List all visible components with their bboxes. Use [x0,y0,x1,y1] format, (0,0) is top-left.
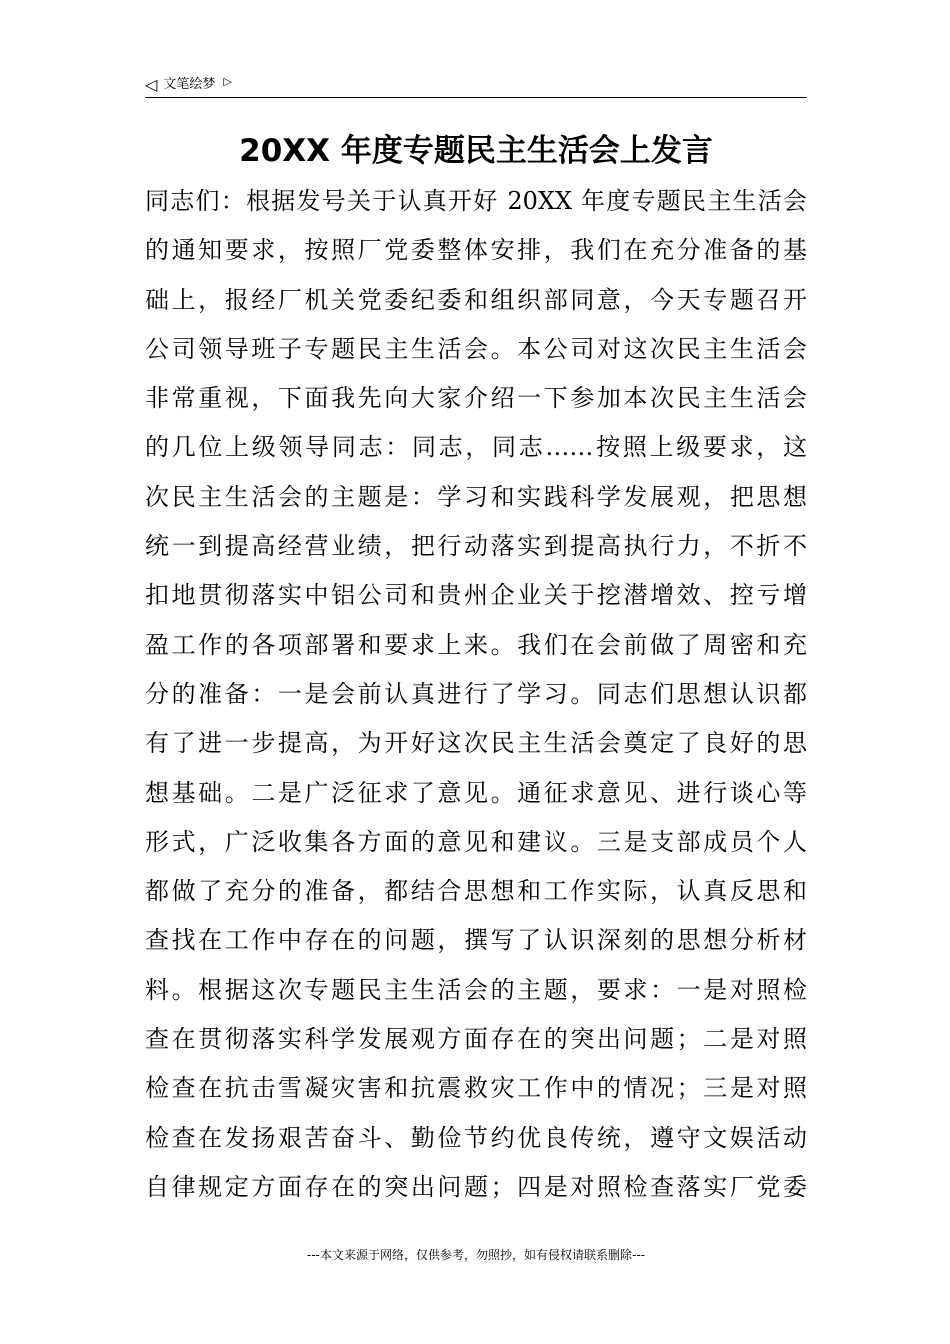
body-line: 形式，广泛收集各方面的意见和建议。三是支部成员个人 [145,827,807,856]
body-line: 础上，报经厂机关党委纪委和组织部同意，今天专题召开 [145,285,807,314]
body-line: 公司领导班子专题民主生活会。本公司对这次民主生活会 [145,334,807,363]
body-line: 检查在发扬艰苦奋斗、勤俭节约优良传统，遵守文娱活动 [145,1123,807,1152]
triangle-right-icon: ▷ [223,75,232,88]
header-brand: 文笔绘梦 [163,77,216,92]
body-line: 都做了充分的准备，都结合思想和工作实际，认真反思和 [145,877,807,906]
body-line: 自律规定方面存在的突出问题；四是对照检查落实厂党委 [145,1172,807,1201]
body-line: 盈工作的各项部署和要求上来。我们在会前做了周密和充 [145,630,807,659]
document-title: 20XX 年度专题民主生活会上发言 [239,133,713,169]
body-line: 扣地贯彻落实中铝公司和贵州企业关于挖潜增效、控亏增 [145,581,807,610]
body-line: 分的准备：一是会前认真进行了学习。同志们思想认识都 [145,679,807,708]
body-line: 料。根据这次专题民主生活会的主题，要求：一是对照检 [145,975,807,1004]
body-line: 查找在工作中存在的问题，撰写了认识深刻的思想分析材 [145,926,807,955]
header-divider [145,97,807,98]
body-line: 的通知要求，按照厂党委整体安排，我们在充分准备的基 [145,236,807,265]
footer-disclaimer: ---本文来源于网络，仅供参考，勿照抄，如有侵权请联系删除--- [307,1248,645,1262]
body-line: 同志们：根据发号关于认真开好 20XX 年度专题民主生活会 [145,187,807,215]
body-line: 检查在抗击雪凝灾害和抗震救灾工作中的情况；三是对照 [145,1074,807,1103]
triangle-left-icon: ◁ [145,75,158,94]
body-line: 非常重视，下面我先向大家介绍一下参加本次民主生活会 [145,384,807,413]
body-line: 想基础。二是广泛征求了意见。通征求意见、进行谈心等 [145,778,807,807]
body-line: 的几位上级领导同志：同志，同志……按照上级要求，这 [145,433,807,462]
page-header [145,74,807,96]
body-line: 次民主生活会的主题是：学习和实践科学发展观，把思想 [145,482,807,511]
body-line: 查在贯彻落实科学发展观方面存在的突出问题；二是对照 [145,1025,807,1054]
document-body [145,177,807,1212]
body-line: 统一到提高经营业绩，把行动落实到提高执行力，不折不 [145,532,807,561]
body-line: 有了进一步提高，为开好这次民主生活会奠定了良好的思 [145,729,807,758]
